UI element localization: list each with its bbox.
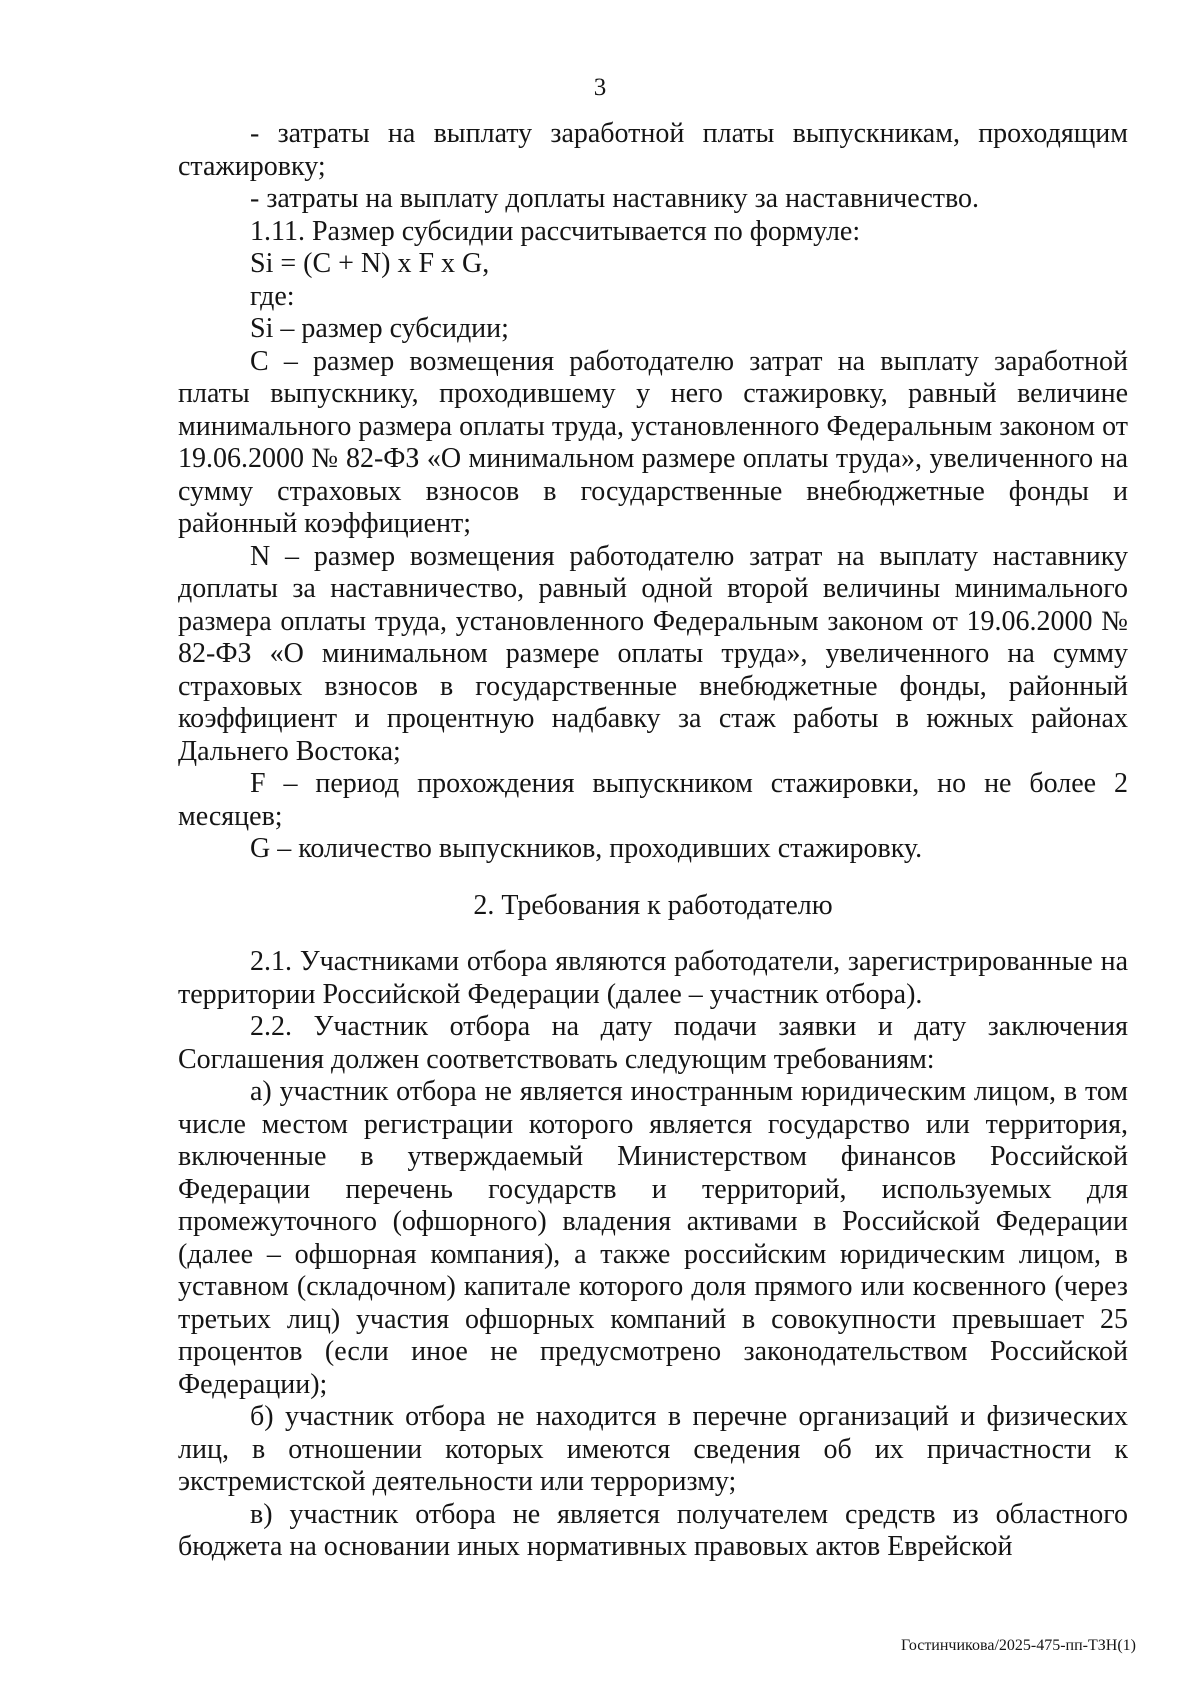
formula-where: где: bbox=[250, 280, 295, 312]
paragraph-1-11: 1.11. Размер субсидии рассчитывается по формуле: bbox=[250, 215, 861, 247]
requirement-a: а) участник отбора не является иностранным юридическим лицом, в том числе местом регистрации которого является государство или территория, включенные в утверждаемый Министерством финансов Российской Федерации перечень государств и территорий, используемых для промежуточного (офшорного) владения активами в Российской Федерации (далее – офшорная компания), а также российским юридическим лицом, в уставном (складочном) капитале которого доля прямого или косвенного (через третьих лиц) участия офшорных компаний в совокупности превышает 25 процентов (если иное не предусмотрено законодательством Российской Федерации); bbox=[178, 1076, 1128, 1400]
requirement-v: в) участник отбора не является получателем средств из областного бюджета на основании иных нормативных правовых актов Еврейской bbox=[178, 1498, 1128, 1562]
section-heading: 2. Требования к работодателю bbox=[473, 889, 833, 921]
definition-g: G – количество выпускников, проходивших стажировку. bbox=[250, 833, 923, 864]
paragraph-costs-mentor: - затраты на выплату доплаты наставнику за наставничество. bbox=[250, 183, 980, 214]
definition-c: С – размер возмещения работодателю затрат на выплату заработной платы выпускнику, проходившему у него стажировку, равный величине минимального размера оплаты труда, установленного Федеральным законом от 19.06.2000 № 82-ФЗ «О минимальном размере оплаты труда», увеличенного на сумму страховых взносов в государственные внебюджетные фонды и районный коэффициент; bbox=[178, 345, 1128, 539]
footer-document-code: Гостинчикова/2025-475-пп-ТЗН(1) bbox=[900, 1637, 1136, 1654]
page-number: 3 bbox=[593, 74, 607, 101]
definition-f: F – период прохождения выпускником стажировки, но не более 2 месяцев; bbox=[178, 768, 1128, 832]
paragraph-2-2: 2.2. Участник отбора на дату подачи заявки и дату заключения Соглашения должен соответствовать следующим требованиям: bbox=[178, 1011, 1128, 1075]
definition-si: Si – размер субсидии; bbox=[250, 313, 509, 344]
definition-n: N – размер возмещения работодателю затрат на выплату наставнику доплаты за наставничество, равный одной второй величины минимального размера оплаты труда, установленного Федеральным законом от 19.06.2000 № 82-ФЗ «О минимальном размере оплаты труда», увеличенного на сумму страховых взносов в государственные внебюджетные фонды, районный коэффициент и процентную надбавку за стаж работы в южных районах Дальнего Востока; bbox=[178, 540, 1128, 767]
requirement-b: б) участник отбора не находится в перечне организаций и физических лиц, в отношении которых имеются сведения об их причастности к экстремистской деятельности или терроризму; bbox=[178, 1401, 1128, 1497]
paragraph-2-1: 2.1. Участниками отбора являются работодатели, зарегистрированные на территории Российской Федерации (далее – участник отбора). bbox=[178, 946, 1128, 1010]
formula: Si = (C + N) x F x G, bbox=[250, 248, 490, 279]
paragraph-costs-wages: - затраты на выплату заработной платы выпускникам, проходящим стажировку; bbox=[178, 118, 1128, 182]
document-body bbox=[178, 118, 1128, 1564]
